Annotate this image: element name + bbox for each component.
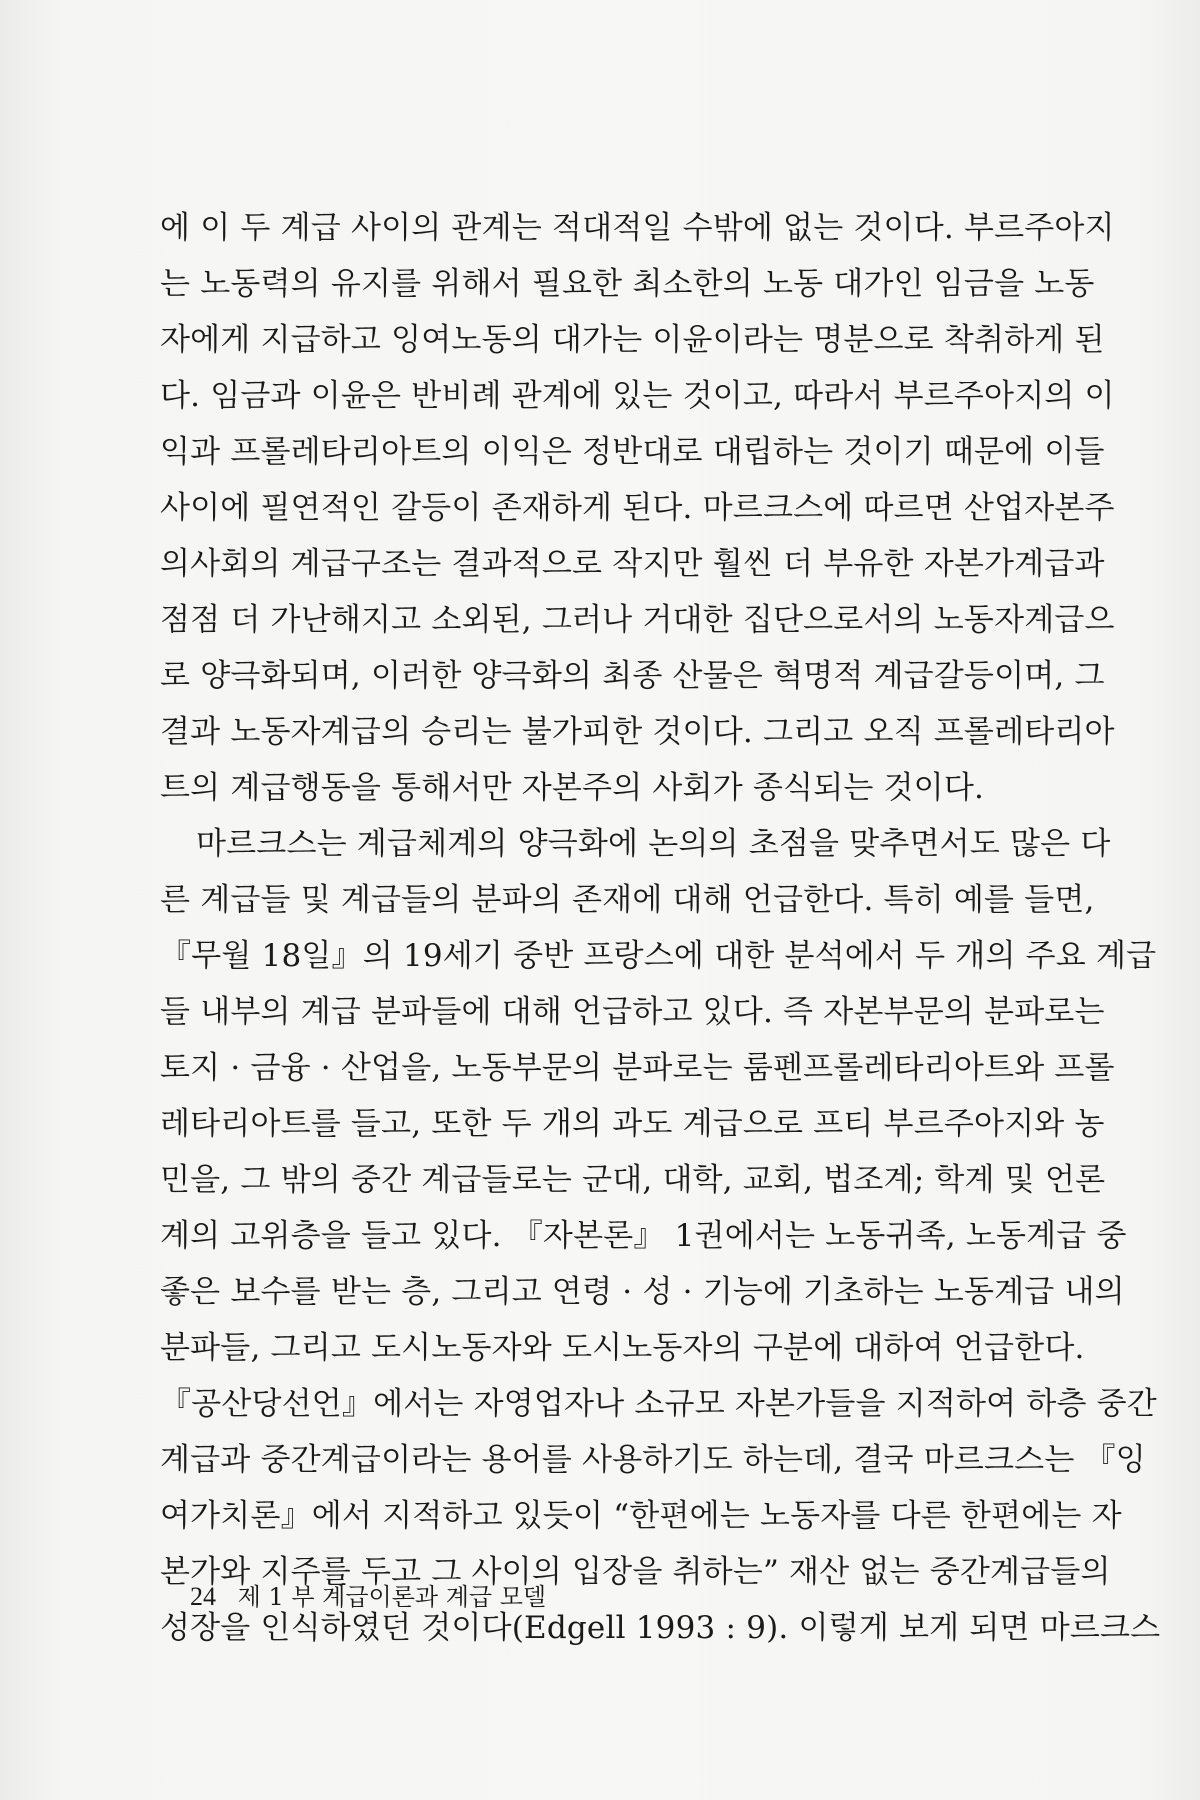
text-line: 본가와 지주를 두고 그 사이의 입장을 취하는” 재산 없는 중간계급들의	[160, 1554, 1111, 1590]
text-line: 자에게 지급하고 잉여노동의 대가는 이윤이라는 명분으로 착취하게 된	[160, 322, 1105, 358]
text-line: 분파들, 그리고 도시노동자와 도시노동자의 구분에 대하여 언급한다.	[160, 1330, 1085, 1366]
text-line: 『무월 18일』의 19세기 중반 프랑스에 대한 분석에서 두 개의 주요 계급	[160, 938, 1157, 974]
text-line: 사이에 필연적인 갈등이 존재하게 된다. 마르크스에 따르면 산업자본주	[160, 490, 1115, 526]
text-line: 토지 · 금융 · 산업을, 노동부문의 분파로는 룸펜프롤레타리아트와 프롤	[160, 1050, 1115, 1086]
text-line: 계의 고위층을 들고 있다. 『자본론』 1권에서는 노동귀족, 노동계급 중	[160, 1218, 1127, 1254]
text-line: 여가치론』에서 지적하고 있듯이 “한편에는 노동자를 다른 한편에는 자	[160, 1498, 1122, 1534]
running-head: 제 1 부 계급이론과 계급 모델	[237, 1583, 547, 1611]
text-line: 성장을 인식하였던 것이다(Edgell 1993 : 9). 이렇게 보게 되면 마르크스	[160, 1610, 1161, 1646]
text-line: 트의 계급행동을 통해서만 자본주의 사회가 종식되는 것이다.	[160, 770, 985, 806]
text-line: 는 노동력의 유지를 위해서 필요한 최소한의 노동 대가인 임금을 노동	[160, 266, 1095, 302]
body-text	[160, 200, 1161, 1656]
text-line: 레타리아트를 들고, 또한 두 개의 과도 계급으로 프티 부르주아지와 농	[160, 1106, 1105, 1142]
text-line: 점점 더 가난해지고 소외된, 그러나 거대한 집단으로서의 노동자계급으	[160, 602, 1115, 638]
text-line: 좋은 보수를 받는 층, 그리고 연령 · 성 · 기능에 기초하는 노동계급 내의	[160, 1274, 1125, 1310]
text-line: 른 계급들 및 계급들의 분파의 존재에 대해 언급한다. 특히 예를 들면,	[160, 882, 1095, 918]
text-line: 민을, 그 밖의 중간 계급들로는 군대, 대학, 교회, 법조계; 학계 및 언론	[160, 1162, 1106, 1198]
paragraph-first-line: 마르크스는 계급체계의 양극화에 논의의 초점을 맞추면서도 많은 다	[196, 826, 1111, 862]
text-line: 로 양극화되며, 이러한 양극화의 최종 산물은 혁명적 계급갈등이며, 그	[160, 658, 1105, 694]
text-line: 들 내부의 계급 분파들에 대해 언급하고 있다. 즉 자본부문의 분파로는	[160, 994, 1105, 1030]
text-line: 다. 임금과 이윤은 반비례 관계에 있는 것이고, 따라서 부르주아지의 이	[160, 378, 1115, 414]
page-footer	[190, 1582, 546, 1612]
page-number: 24	[190, 1582, 216, 1611]
text-line: 의사회의 계급구조는 결과적으로 작지만 훨씬 더 부유한 자본가계급과	[160, 546, 1105, 582]
text-line: 에 이 두 계급 사이의 관계는 적대적일 수밖에 없는 것이다. 부르주아지	[160, 210, 1115, 246]
text-line: 『공산당선언』에서는 자영업자나 소규모 자본가들을 지적하여 하층 중간	[160, 1386, 1157, 1422]
text-line: 결과 노동자계급의 승리는 불가피한 것이다. 그리고 오직 프롤레타리아	[160, 714, 1115, 750]
text-line: 익과 프롤레타리아트의 이익은 정반대로 대립하는 것이기 때문에 이들	[160, 434, 1105, 470]
text-line: 계급과 중간계급이라는 용어를 사용하기도 하는데, 결국 마르크스는 『잉	[160, 1442, 1146, 1478]
